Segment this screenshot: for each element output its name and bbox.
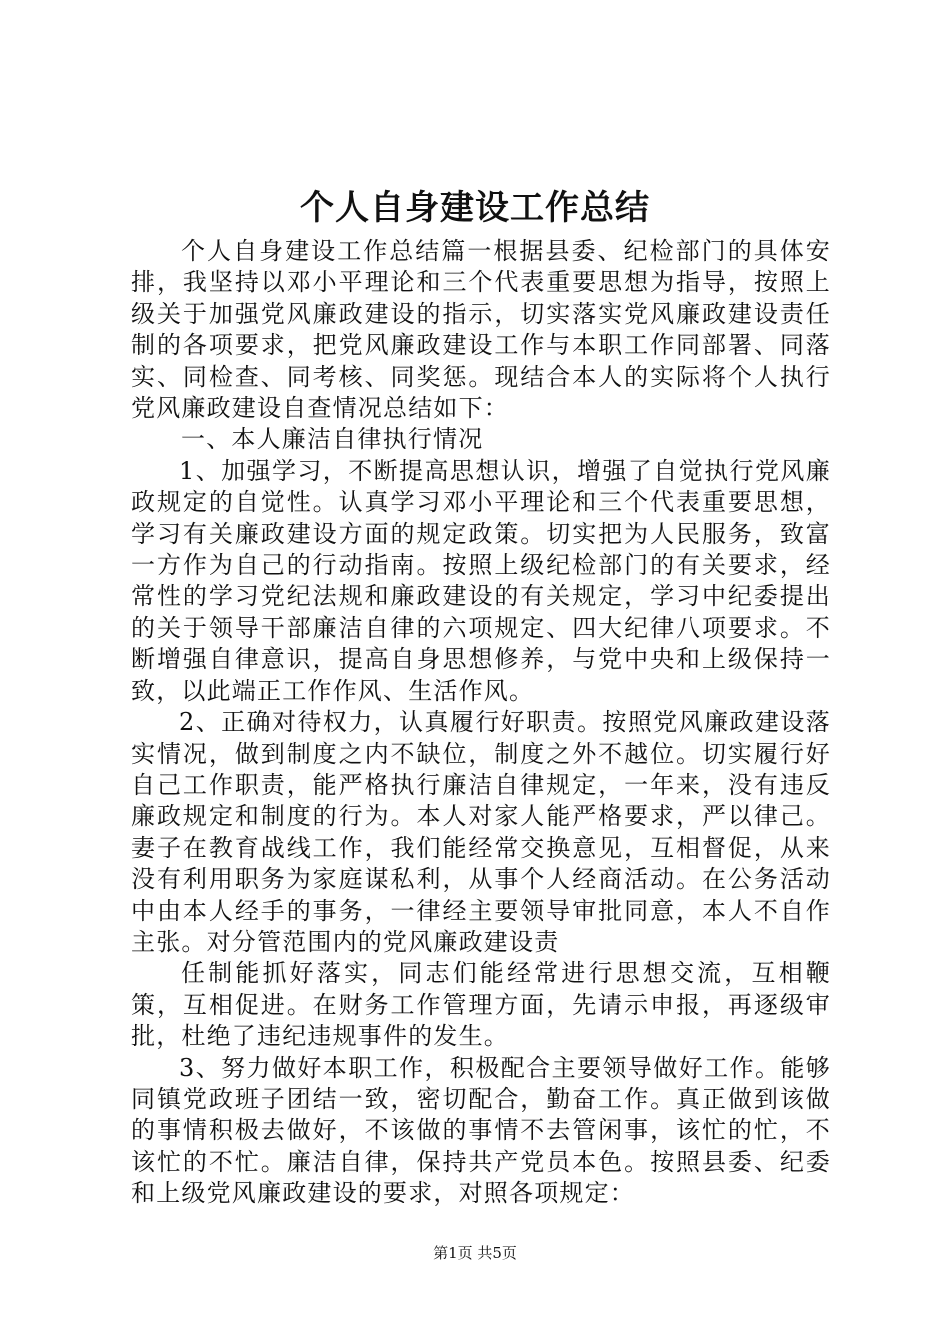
point-3-paragraph: 3、努力做好本职工作，积极配合主要领导做好工作。能够同镇党政班子团结一致，密切配合，勤奋工作。真正做到该做的事情积极去做好，不该做的事情不去管闲事，该忙的忙，不该忙的不忙。廉洁自律，保持共产党员本色。按照县委、纪委和上级党风廉政建设的要求，对照各项规定： <box>131 1053 831 1208</box>
point-2-paragraph: 2、正确对待权力，认真履行好职责。按照党风廉政建设落实情况，做到制度之内不缺位，制度之外不越位。切实履行好自己工作职责，能严格执行廉洁自律规定，一年来，没有违反廉政规定和制度的行为。本人对家人能严格要求，严以律己。妻子在教育战线工作，我们能经常交换意见，互相督促，从来没有利用职务为家庭谋私利，从事个人经商活动。在公务活动中由本人经手的事务，一律经主要领导审批同意，本人不自作主张。对分管范围内的党风廉政建设责 <box>131 708 831 956</box>
section-heading: 一、本人廉洁自律执行情况 <box>181 425 484 454</box>
document-body <box>131 236 831 1210</box>
intro-paragraph: 个人自身建设工作总结篇一根据县委、纪检部门的具体安排，我坚持以邓小平理论和三个代表重要思想为指导，按照上级关于加强党风廉政建设的指示，切实落实党风廉政建设责任制的各项要求，把党风廉政建设工作与本职工作同部署、同落实、同检查、同考核、同奖惩。现结合本人的实际将个人执行党风廉政建设自查情况总结如下： <box>131 237 831 423</box>
continuation-paragraph: 任制能抓好落实，同志们能经常进行思想交流，互相鞭策，互相促进。在财务工作管理方面，先请示申报，再逐级审批，杜绝了违纪违规事件的发生。 <box>131 959 831 1051</box>
point-1-paragraph: 1、加强学习，不断提高思想认识，增强了自觉执行党风廉政规定的自觉性。认真学习邓小平理论和三个代表重要思想，学习有关廉政建设方面的规定政策。切实把为人民服务，致富一方作为自己的行动指南。按照上级纪检部门的有关要求，经常性的学习党纪法规和廉政建设的有关规定，学习中纪委提出的关于领导干部廉洁自律的六项规定、四大纪律八项要求。不断增强自律意识，提高自身思想修养，与党中央和上级保持一致，以此端正工作作风、生活作风。 <box>131 456 831 705</box>
document-title: 个人自身建设工作总结 <box>300 188 650 228</box>
page-number-footer: 第1页 共5页 <box>433 1244 517 1262</box>
